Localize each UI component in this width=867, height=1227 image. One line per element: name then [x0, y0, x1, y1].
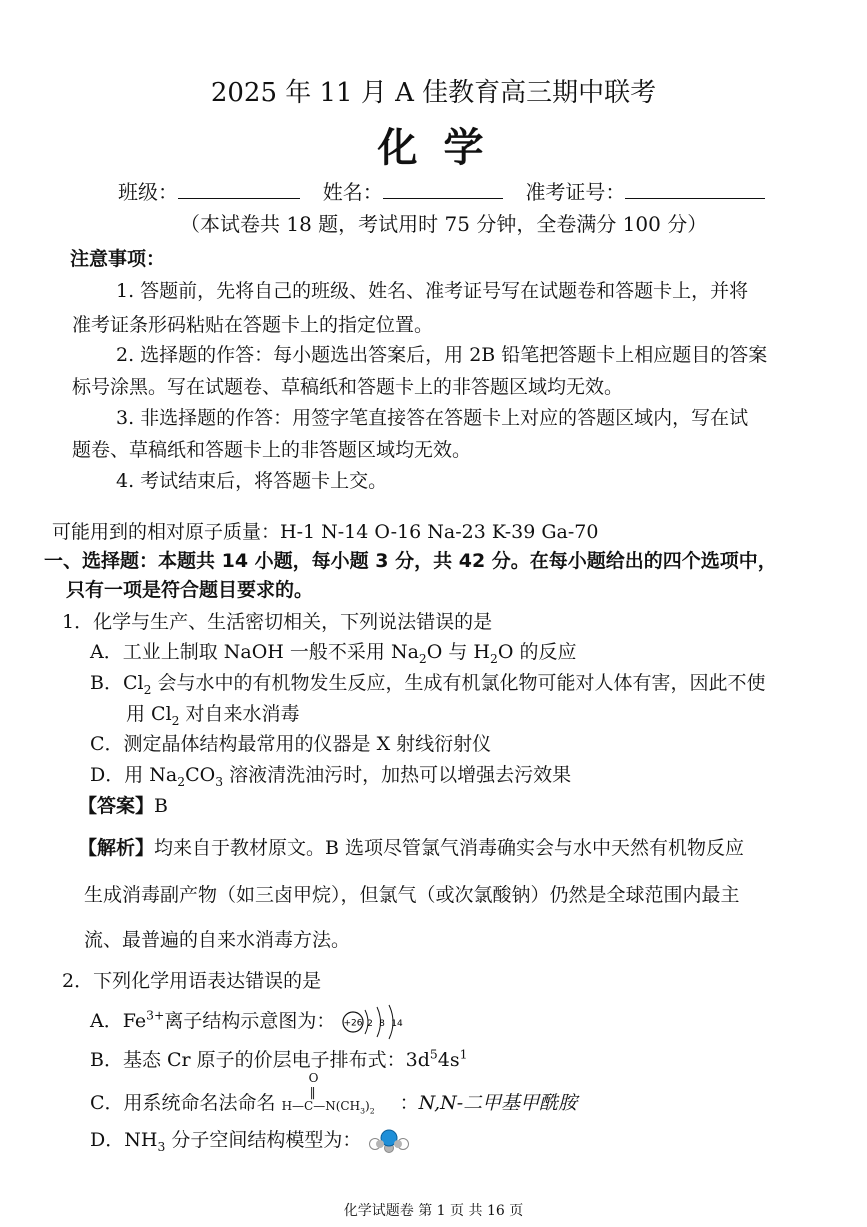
- atomic-masses: 可能用到的相对原子质量：H-1 N-14 O-16 Na-23 K-39 Ga-70: [52, 521, 599, 543]
- section-heading: 一、选择题：本题共 14 小题，每小题 3 分，共 42 分。在每小题给出的四个选项中，: [44, 550, 777, 572]
- q2-stem: 2．下列化学用语表达错误的是: [62, 970, 322, 992]
- exam-info: （本试卷共 18 题，考试用时 75 分钟，全卷满分 100 分）: [180, 212, 708, 236]
- class-label: 班级：: [118, 180, 178, 204]
- name-field[interactable]: [383, 180, 503, 199]
- q1-stem: 1．化学与生产、生活密切相关，下列说法错误的是: [62, 611, 493, 633]
- q1-analysis-line: 【解析】均来自于教材原文。B 选项尽管氯气消毒确实会与水中天然有机物反应: [78, 837, 745, 859]
- formamide-structure: O ‖ $H—C—N(CH_3)_2$: [281, 1071, 375, 1116]
- nucleus-label: +26: [343, 1018, 363, 1029]
- class-field[interactable]: [178, 180, 300, 199]
- q2-option-a: A．$Fe^{3+}$离子结构示意图为： +26 2 8 14: [90, 1004, 413, 1040]
- shell-electrons: 14: [391, 1019, 404, 1029]
- subject-title: 化 学: [377, 124, 490, 171]
- q1-answer: 【答案】B: [78, 795, 168, 817]
- shell-electrons: 2: [367, 1019, 374, 1029]
- student-info-row: [118, 176, 765, 205]
- q1-option-a: A．工业上制取 NaOH 一般不采用 $Na_2O$ 与 $H_2O$ 的反应: [90, 641, 577, 666]
- shell-electrons: 8: [379, 1019, 386, 1029]
- notice-line: 3. 非选择题的作答：用签字笔直接答在答题卡上对应的答题区域内，写在试: [116, 407, 749, 429]
- notice-line: 标号涂黑。写在试题卷、草稿纸和答题卡上的非答题区域均无效。: [72, 376, 624, 398]
- q1-option-b: B．$Cl_2$ 会与水中的有机物发生反应，生成有机氯化物可能对人体有害，因此不使: [90, 672, 766, 697]
- compound-name: N,N-二甲基甲酰胺: [418, 1092, 578, 1114]
- name-label: 姓名：: [322, 180, 383, 204]
- section-heading-cont: 只有一项是符合题目要求的。: [66, 579, 314, 601]
- notice-line: 2. 选择题的作答：每小题选出答案后，用 2B 铅笔把答题卡上相应题目的答案: [116, 344, 768, 366]
- q1-option-b-cont: 用 $Cl_2$ 对自来水消毒: [126, 703, 300, 728]
- q1-analysis-line: 生成消毒副产物（如三卤甲烷），但氯气（或次氯酸钠）仍然是全球范围内最主: [84, 884, 740, 906]
- q1-analysis-line: 流、最普遍的自来水消毒方法。: [84, 929, 351, 951]
- molecule-model-icon: [367, 1128, 411, 1154]
- page-footer: 化学试题卷 第 1 页 共 16 页: [343, 1203, 524, 1219]
- q2-option-c: C．用系统命名法命名 O ‖ $H—C—N(CH_3)_2$ ：N,N-二甲基甲酰胺: [90, 1085, 577, 1119]
- q2-option-d: D．$NH_3$ 分子空间结构模型为：: [90, 1125, 411, 1154]
- notice-line: 4. 考试结束后，将答题卡上交。: [116, 470, 388, 492]
- notice-line: 1. 答题前，先将自己的班级、姓名、准考证号写在试题卷和答题卡上，并将: [116, 280, 749, 302]
- q2-option-b: B．基态 Cr 原子的价层电子排布式：$3d^54s^1$: [90, 1047, 468, 1071]
- ion-structure-diagram: [341, 1004, 413, 1040]
- notice-line: 准考证条形码粘贴在答题卡上的指定位置。: [72, 314, 434, 336]
- notice-line: 题卷、草稿纸和答题卡上的非答题区域均无效。: [72, 439, 472, 461]
- q1-option-d: D．用 $Na_2CO_3$ 溶液清洗油污时，加热可以增强去污效果: [90, 764, 572, 789]
- q1-option-c: C．测定晶体结构最常用的仪器是 X 射线衍射仪: [90, 733, 492, 755]
- notice-heading: 注意事项：: [70, 248, 166, 270]
- ticket-label: 准考证号：: [525, 180, 626, 204]
- ticket-field[interactable]: [625, 180, 765, 199]
- exam-title: 2025 年 11 月 A 佳教育高三期中联考: [210, 78, 657, 108]
